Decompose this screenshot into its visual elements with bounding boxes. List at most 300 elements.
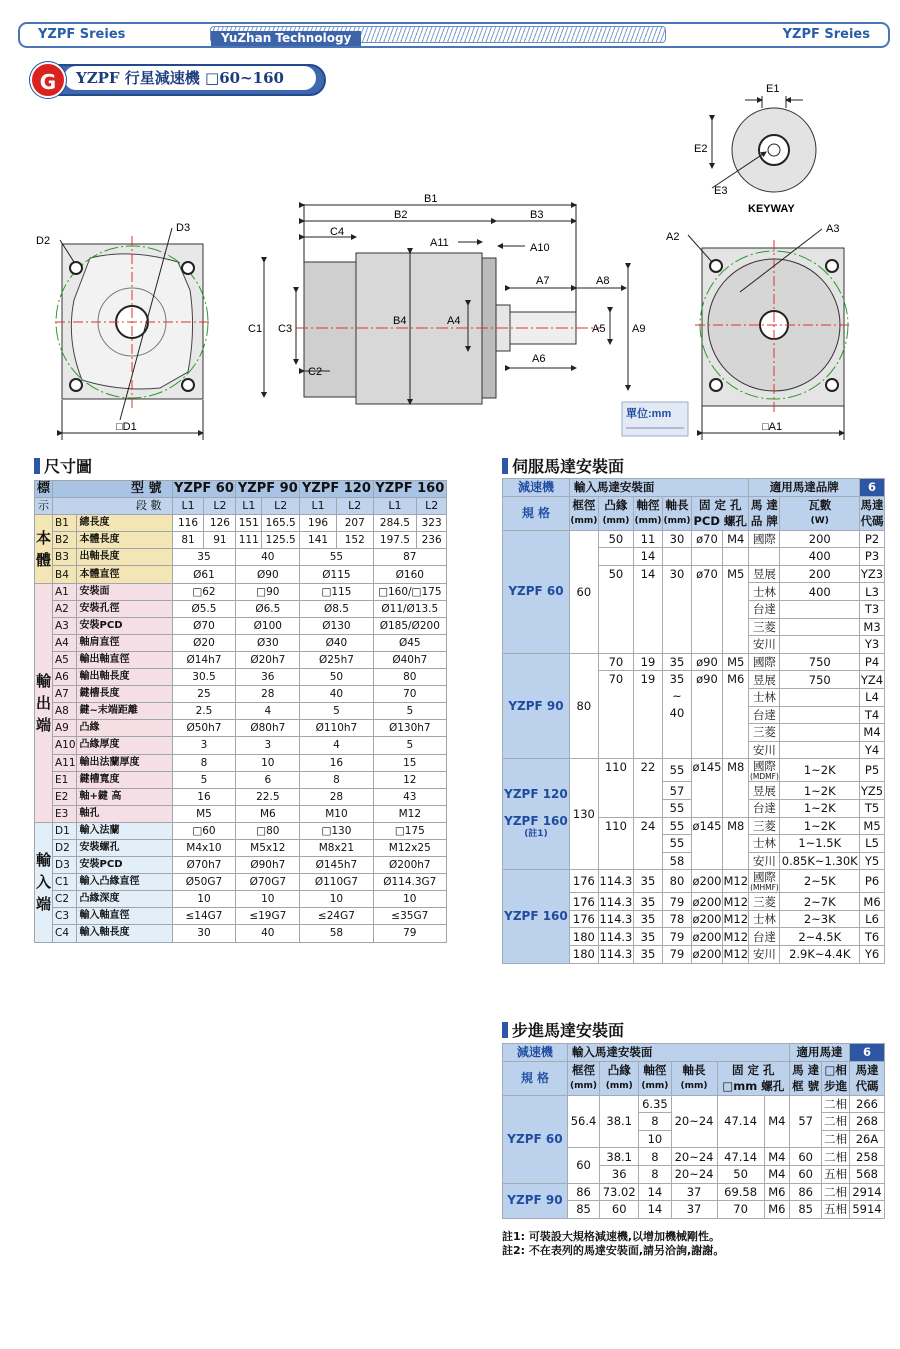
table-cell: 258 bbox=[849, 1148, 884, 1166]
row-code: A6 bbox=[53, 669, 77, 686]
row-code: A7 bbox=[53, 686, 77, 703]
length-head: 軸長 (mm) bbox=[662, 496, 691, 530]
table-cell bbox=[780, 618, 860, 636]
table-cell bbox=[723, 548, 749, 566]
table-cell: M4 bbox=[764, 1165, 789, 1183]
table-cell: 二相 bbox=[822, 1095, 850, 1113]
shaft-length-range: 35 ~ 40 bbox=[662, 671, 691, 759]
table-cell: 114.3 bbox=[599, 947, 633, 962]
table-cell: 2~3K bbox=[780, 910, 860, 928]
table-cell: 176 bbox=[569, 893, 598, 911]
phase-head: □相 步進 bbox=[822, 1061, 850, 1095]
table-cell: 114.3 bbox=[599, 912, 633, 927]
table-cell: 60 bbox=[790, 1165, 822, 1183]
table-cell: 110 bbox=[598, 759, 633, 817]
notes bbox=[502, 1230, 724, 1258]
model-cell: YZPF 120 YZPF 160 (註1) bbox=[503, 759, 570, 870]
dimension-table bbox=[34, 480, 447, 943]
table-cell: P2 bbox=[860, 530, 885, 548]
table-cell: 55 bbox=[662, 759, 691, 782]
row-code: D1 bbox=[53, 822, 77, 839]
table-cell: 55 bbox=[662, 835, 691, 853]
table-cell: ø145 bbox=[691, 759, 722, 817]
table-cell: 165.5 bbox=[262, 515, 300, 532]
frame-head: 框徑 (mm) bbox=[567, 1061, 599, 1095]
table-cell: 6 bbox=[236, 771, 300, 788]
table-cell: 安川 bbox=[749, 852, 780, 870]
table-cell: 236 bbox=[417, 532, 447, 549]
table-cell: 125.5 bbox=[262, 532, 300, 549]
label-e2: E2 bbox=[694, 143, 708, 155]
table-row bbox=[35, 754, 447, 771]
stepper-mount-table bbox=[502, 1043, 885, 1219]
table-cell: 20~24 bbox=[671, 1165, 717, 1183]
table-cell: M5 bbox=[860, 817, 885, 835]
table-cell: 士林 bbox=[749, 583, 780, 601]
table-cell: 37 bbox=[671, 1183, 717, 1201]
table-cell: ø200 bbox=[692, 947, 722, 962]
table-cell: 16 bbox=[172, 788, 236, 805]
table-cell: Y3 bbox=[860, 636, 885, 654]
table-cell: 197.5 bbox=[373, 532, 417, 549]
table-cell: 35 bbox=[172, 549, 236, 566]
group-label: 輸出端 bbox=[35, 583, 53, 822]
label-e1: E1 bbox=[766, 83, 780, 95]
table-cell: 15 bbox=[373, 754, 446, 771]
row-name: 安裝面 bbox=[76, 583, 172, 600]
motor-frame-head: 馬 達 框 號 bbox=[790, 1061, 822, 1095]
table-cell: ≤35G7 bbox=[373, 908, 446, 925]
table-cell: M12 bbox=[373, 805, 446, 822]
shaft-head: 軸徑 (mm) bbox=[634, 496, 663, 530]
label-a4: A4 bbox=[447, 315, 461, 327]
table-cell: ø200 bbox=[692, 929, 722, 944]
table-cell: 80 bbox=[569, 653, 598, 759]
table-cell: 8 bbox=[172, 754, 236, 771]
table-cell: T4 bbox=[860, 706, 885, 724]
table-cell: 40 bbox=[236, 925, 300, 942]
table-cell: 19 bbox=[634, 653, 663, 671]
table-cell: 12 bbox=[373, 771, 446, 788]
table-cell: Ø110G7 bbox=[300, 874, 373, 891]
label-d2: D2 bbox=[36, 235, 51, 247]
table-cell: 台達 bbox=[749, 928, 780, 946]
row-code: A1 bbox=[53, 583, 77, 600]
table-cell: 台達 bbox=[749, 799, 780, 817]
table-cell: 55 bbox=[662, 799, 691, 817]
table-cell: Ø90 bbox=[236, 566, 300, 583]
label-a6: A6 bbox=[532, 353, 546, 365]
table-cell: 60 bbox=[790, 1148, 822, 1166]
table-cell: 10 bbox=[172, 891, 236, 908]
table-cell: □80 bbox=[236, 822, 300, 839]
table-row bbox=[35, 822, 447, 839]
row-name: 凸緣厚度 bbox=[76, 737, 172, 754]
table-cell: 207 bbox=[336, 515, 373, 532]
table-cell: 型 號 bbox=[53, 481, 173, 498]
table-cell: Ø61 bbox=[172, 566, 236, 583]
table-row bbox=[35, 634, 447, 651]
table-cell: 2~4.5K bbox=[780, 928, 860, 946]
section-title-dimensions: 尺寸圖 bbox=[34, 454, 92, 477]
table-cell: 196 bbox=[300, 515, 337, 532]
label-b2: B2 bbox=[394, 209, 408, 221]
row-code: A11 bbox=[53, 754, 77, 771]
table-cell: 130 bbox=[569, 759, 598, 870]
table-cell: 8 bbox=[639, 1165, 671, 1183]
table-cell: 昱展 bbox=[749, 565, 780, 583]
table-cell: L5 bbox=[860, 835, 885, 853]
table-cell: 400 bbox=[780, 548, 860, 566]
label-d1: □D1 bbox=[116, 421, 137, 433]
table-cell: Y4 bbox=[860, 741, 885, 759]
table-cell: L6 bbox=[860, 910, 885, 928]
table-cell: 14 bbox=[639, 1201, 671, 1219]
table-cell: 200 bbox=[780, 565, 860, 583]
table-cell: 50 bbox=[717, 1165, 764, 1183]
table-cell: 22 bbox=[634, 759, 663, 817]
table-cell: 70 bbox=[373, 686, 446, 703]
table-cell: YZPF 90 bbox=[237, 481, 298, 497]
table-cell: 8 bbox=[639, 1148, 671, 1166]
table-row bbox=[35, 600, 447, 617]
row-code: E2 bbox=[53, 788, 77, 805]
row-name: 安裝螺孔 bbox=[76, 839, 172, 856]
unit-label: 單位:mm bbox=[626, 408, 672, 420]
section-title-stepper: 步進馬達安裝面 bbox=[502, 1018, 624, 1041]
table-cell: 266 bbox=[849, 1095, 884, 1113]
table-cell: □175 bbox=[373, 822, 446, 839]
table-cell: 50 bbox=[598, 530, 633, 548]
table-cell: 126 bbox=[204, 515, 236, 532]
table-cell: 5 bbox=[172, 771, 236, 788]
table-cell: 81 bbox=[172, 532, 204, 549]
table-cell: Ø160 bbox=[373, 566, 446, 583]
table-cell: M4 bbox=[723, 530, 749, 548]
table-cell: Ø20 bbox=[172, 634, 236, 651]
label-c1: C1 bbox=[248, 323, 263, 335]
row-name: 輸入軸長度 bbox=[76, 925, 172, 942]
row-name: 鍵槽長度 bbox=[76, 686, 172, 703]
row-name: 輸入法蘭 bbox=[76, 822, 172, 839]
table-cell bbox=[780, 600, 860, 618]
table-cell: YZ3 bbox=[860, 567, 884, 582]
table-cell: 43 bbox=[373, 788, 446, 805]
row-name: 軸孔 bbox=[76, 805, 172, 822]
table-cell: 200 bbox=[780, 530, 860, 548]
table-cell: M4 bbox=[860, 724, 885, 742]
table-cell: 輸入馬達安裝面 bbox=[569, 479, 749, 497]
table-cell: 二相 bbox=[822, 1183, 850, 1201]
table-cell: 10 bbox=[236, 754, 300, 771]
table-cell: □60 bbox=[172, 822, 236, 839]
table-cell: ø70 bbox=[691, 530, 722, 548]
table-cell: M12 bbox=[723, 929, 749, 944]
table-cell: Ø45 bbox=[373, 634, 446, 651]
table-cell: ø145 bbox=[691, 817, 722, 870]
table-cell: 57 bbox=[790, 1095, 822, 1148]
table-cell: Ø40 bbox=[300, 634, 373, 651]
table-cell: L2 bbox=[417, 498, 447, 515]
table-cell: □130 bbox=[300, 822, 373, 839]
table-header-row bbox=[35, 481, 447, 498]
table-cell: 35 bbox=[634, 893, 663, 911]
table-cell: 三菱 bbox=[749, 618, 780, 636]
table-cell: YZPF 160 bbox=[373, 481, 446, 498]
row-code: A4 bbox=[53, 634, 77, 651]
table-cell bbox=[691, 548, 722, 566]
table-row bbox=[35, 839, 447, 856]
brand-head: 馬 達 品 牌 bbox=[750, 498, 778, 529]
code-head: 馬達 代碼 bbox=[860, 498, 884, 529]
table-cell: 減速機 bbox=[503, 479, 570, 497]
table-cell: Ø70h7 bbox=[172, 857, 236, 874]
table-cell: M5 bbox=[172, 805, 236, 822]
table-cell: 35 bbox=[634, 870, 663, 893]
table-cell: 50 bbox=[598, 565, 633, 653]
table-cell: Ø14h7 bbox=[172, 651, 236, 668]
table-cell: 規 格 bbox=[503, 1061, 568, 1095]
table-cell: Ø100 bbox=[236, 617, 300, 634]
table-row bbox=[35, 617, 447, 634]
table-cell: 二相 bbox=[822, 1130, 850, 1148]
row-code: A2 bbox=[53, 600, 77, 617]
series-label-right: YZPF Sreies bbox=[782, 27, 870, 42]
table-cell: 2.9K~4.4K bbox=[780, 946, 860, 964]
table-cell: 14 bbox=[634, 565, 663, 653]
table-cell: 台達 bbox=[749, 600, 780, 618]
table-cell: YZPF 120 bbox=[300, 481, 373, 498]
shaft-head: 軸徑 (mm) bbox=[639, 1061, 671, 1095]
table-cell: 58 bbox=[662, 852, 691, 870]
table-cell: 士林 bbox=[749, 835, 780, 853]
table-cell: 0.85K~1.30K bbox=[781, 853, 858, 868]
table-cell: M12 bbox=[723, 870, 749, 893]
label-e3: E3 bbox=[714, 185, 728, 197]
table-cell: 40 bbox=[300, 686, 373, 703]
table-cell: 8 bbox=[639, 1113, 671, 1131]
series-label-left: YZPF Sreies bbox=[38, 27, 126, 42]
table-row bbox=[35, 720, 447, 737]
label-a1: □A1 bbox=[762, 421, 783, 433]
table-cell: 11 bbox=[634, 530, 663, 548]
technical-drawing bbox=[0, 0, 900, 445]
row-name: 輸入凸緣直徑 bbox=[76, 874, 172, 891]
table-cell: Ø40h7 bbox=[373, 651, 446, 668]
table-cell: YZPF 90 bbox=[503, 1183, 568, 1218]
table-cell: 47.14 bbox=[717, 1148, 764, 1166]
table-cell: 91 bbox=[204, 532, 236, 549]
table-cell: ≤24G7 bbox=[300, 908, 373, 925]
row-name: 鍵槽寬度 bbox=[76, 771, 172, 788]
table-cell: 1~1.5K bbox=[780, 835, 860, 853]
row-name: 總長度 bbox=[76, 515, 172, 532]
table-cell: 30 bbox=[172, 925, 236, 942]
table-cell: 4 bbox=[300, 737, 373, 754]
table-cell: 568 bbox=[849, 1165, 884, 1183]
table-cell: 38.1 bbox=[600, 1095, 639, 1148]
table-cell bbox=[780, 636, 860, 654]
table-cell: M6 bbox=[860, 893, 885, 911]
table-cell: L1 bbox=[300, 498, 337, 515]
brand-cell: 國際 (MHMF) bbox=[750, 870, 779, 893]
table-cell: 2~5K bbox=[780, 870, 860, 893]
table-cell: 台達 bbox=[749, 706, 780, 724]
table-cell: 14 bbox=[634, 548, 663, 566]
row-name: 安裝孔徑 bbox=[76, 600, 172, 617]
table-cell: 35 bbox=[634, 910, 663, 928]
table-cell: Ø130 bbox=[300, 617, 373, 634]
table-row bbox=[35, 891, 447, 908]
table-row bbox=[35, 788, 447, 805]
table-cell: 安川 bbox=[749, 741, 780, 759]
table-cell: M12 bbox=[723, 894, 749, 909]
keyway-view bbox=[712, 96, 816, 192]
table-row bbox=[35, 686, 447, 703]
table-cell: 昱展 bbox=[749, 782, 780, 800]
table-cell: Ø25h7 bbox=[300, 651, 373, 668]
table-cell: 114.3 bbox=[599, 894, 633, 909]
table-cell: Ø50h7 bbox=[172, 720, 236, 737]
fix-hole-head: 固 定 孔 □mm 螺孔 bbox=[717, 1061, 789, 1095]
row-name: 輸出軸長度 bbox=[76, 669, 172, 686]
table-cell: 2~7K bbox=[780, 893, 860, 911]
table-cell: ø200 bbox=[692, 894, 722, 909]
table-row bbox=[35, 566, 447, 583]
table-cell: 3 bbox=[172, 737, 236, 754]
table-cell: 10 bbox=[373, 891, 446, 908]
table-cell: 8 bbox=[300, 771, 373, 788]
table-cell: Ø20h7 bbox=[236, 651, 300, 668]
table-cell: YZPF 160 bbox=[503, 870, 570, 963]
table-cell: Ø80h7 bbox=[236, 720, 300, 737]
length-head: 軸長 (mm) bbox=[671, 1061, 717, 1095]
table-row bbox=[35, 515, 447, 532]
table-cell: 規 格 bbox=[503, 496, 570, 530]
table-cell: 79 bbox=[662, 893, 691, 911]
table-cell: M3 bbox=[860, 618, 885, 636]
table-cell: 26A bbox=[849, 1130, 884, 1148]
table-cell: 750 bbox=[780, 653, 860, 671]
table-cell: P3 bbox=[860, 548, 885, 566]
table-cell: 安川 bbox=[749, 946, 780, 964]
table-cell: 2.5 bbox=[172, 703, 236, 720]
row-name: 凸緣 bbox=[76, 720, 172, 737]
table-cell: 152 bbox=[336, 532, 373, 549]
table-cell: 10 bbox=[639, 1130, 671, 1148]
row-code: E3 bbox=[53, 805, 77, 822]
table-cell: M6 bbox=[723, 671, 749, 759]
table-cell: 36 bbox=[600, 1165, 639, 1183]
table-row bbox=[35, 737, 447, 754]
table-cell: 85 bbox=[567, 1201, 599, 1219]
table-cell: 110 bbox=[598, 817, 633, 870]
label-b4: B4 bbox=[393, 315, 407, 327]
label-a8: A8 bbox=[596, 275, 610, 287]
output-flange-view bbox=[688, 229, 852, 440]
table-cell: 25 bbox=[172, 686, 236, 703]
table-cell: 35 bbox=[634, 946, 663, 964]
table-cell bbox=[780, 706, 860, 724]
table-cell: M4 bbox=[764, 1148, 789, 1166]
table-cell: 5 bbox=[373, 737, 446, 754]
table-cell: 268 bbox=[849, 1113, 884, 1131]
table-cell: 176 bbox=[569, 870, 598, 893]
table-cell: T5 bbox=[860, 799, 885, 817]
table-cell: 五相 bbox=[822, 1201, 850, 1219]
table-cell: 79 bbox=[662, 946, 691, 964]
table-cell: 55 bbox=[662, 817, 691, 835]
table-cell: Ø185/Ø200 bbox=[373, 617, 446, 634]
table-cell: 323 bbox=[417, 515, 447, 532]
label-b1: B1 bbox=[424, 193, 438, 205]
label-c3: C3 bbox=[278, 323, 293, 335]
table-cell: 58 bbox=[300, 925, 373, 942]
table-cell: 20~24 bbox=[671, 1095, 717, 1148]
fix-hole-head: 固 定 孔 PCD 螺孔 bbox=[691, 496, 749, 530]
table-cell: 176 bbox=[569, 910, 598, 928]
table-cell: 30 bbox=[662, 565, 691, 653]
table-cell: M8x21 bbox=[300, 839, 373, 856]
table-header-row bbox=[35, 498, 447, 515]
table-cell: 180 bbox=[569, 928, 598, 946]
table-cell: 士林 bbox=[749, 688, 780, 706]
table-cell: 70 bbox=[717, 1201, 764, 1219]
table-cell: 昱展 bbox=[749, 671, 780, 689]
row-code: C4 bbox=[53, 925, 77, 942]
table-row bbox=[35, 532, 447, 549]
row-code: A9 bbox=[53, 720, 77, 737]
table-cell: 1~2K bbox=[780, 799, 860, 817]
table-cell: 14 bbox=[639, 1183, 671, 1201]
row-code: B1 bbox=[53, 515, 77, 532]
table-cell: 28 bbox=[300, 788, 373, 805]
table-cell: 二相 bbox=[822, 1148, 850, 1166]
table-cell: 180 bbox=[569, 946, 598, 964]
table-cell bbox=[780, 724, 860, 742]
table-cell: 141 bbox=[300, 532, 337, 549]
table-cell: L1 bbox=[373, 498, 417, 515]
table-cell: 79 bbox=[373, 925, 446, 942]
table-cell: M10 bbox=[300, 805, 373, 822]
table-cell: M4 bbox=[764, 1095, 789, 1148]
table-cell: P4 bbox=[860, 653, 885, 671]
table-cell: M4x10 bbox=[172, 839, 236, 856]
row-name: 安裝PCD bbox=[76, 617, 172, 634]
row-code: B2 bbox=[53, 532, 77, 549]
table-cell: 適用馬達 bbox=[790, 1044, 850, 1062]
table-cell: 86 bbox=[567, 1183, 599, 1201]
table-cell: 30.5 bbox=[172, 669, 236, 686]
table-cell: L2 bbox=[204, 498, 236, 515]
label-a11: A11 bbox=[430, 237, 449, 249]
table-cell: M6 bbox=[764, 1201, 789, 1219]
table-cell: 1~2K bbox=[780, 782, 860, 800]
table-cell: M5x12 bbox=[236, 839, 300, 856]
table-cell: 5 bbox=[300, 703, 373, 720]
row-name: 輸出法蘭厚度 bbox=[76, 754, 172, 771]
table-cell: 段 數 bbox=[53, 498, 173, 515]
table-cell: 4 bbox=[236, 703, 300, 720]
group-label: 輸入端 bbox=[35, 822, 53, 942]
spigot-head: 凸緣 (mm) bbox=[598, 496, 633, 530]
table-cell: M8 bbox=[723, 817, 749, 870]
input-flange-view bbox=[55, 228, 210, 440]
table-cell: ø90 bbox=[691, 671, 722, 759]
table-cell: 5914 bbox=[849, 1201, 884, 1219]
table-cell: 57 bbox=[662, 782, 691, 800]
table-cell: 35 bbox=[634, 928, 663, 946]
